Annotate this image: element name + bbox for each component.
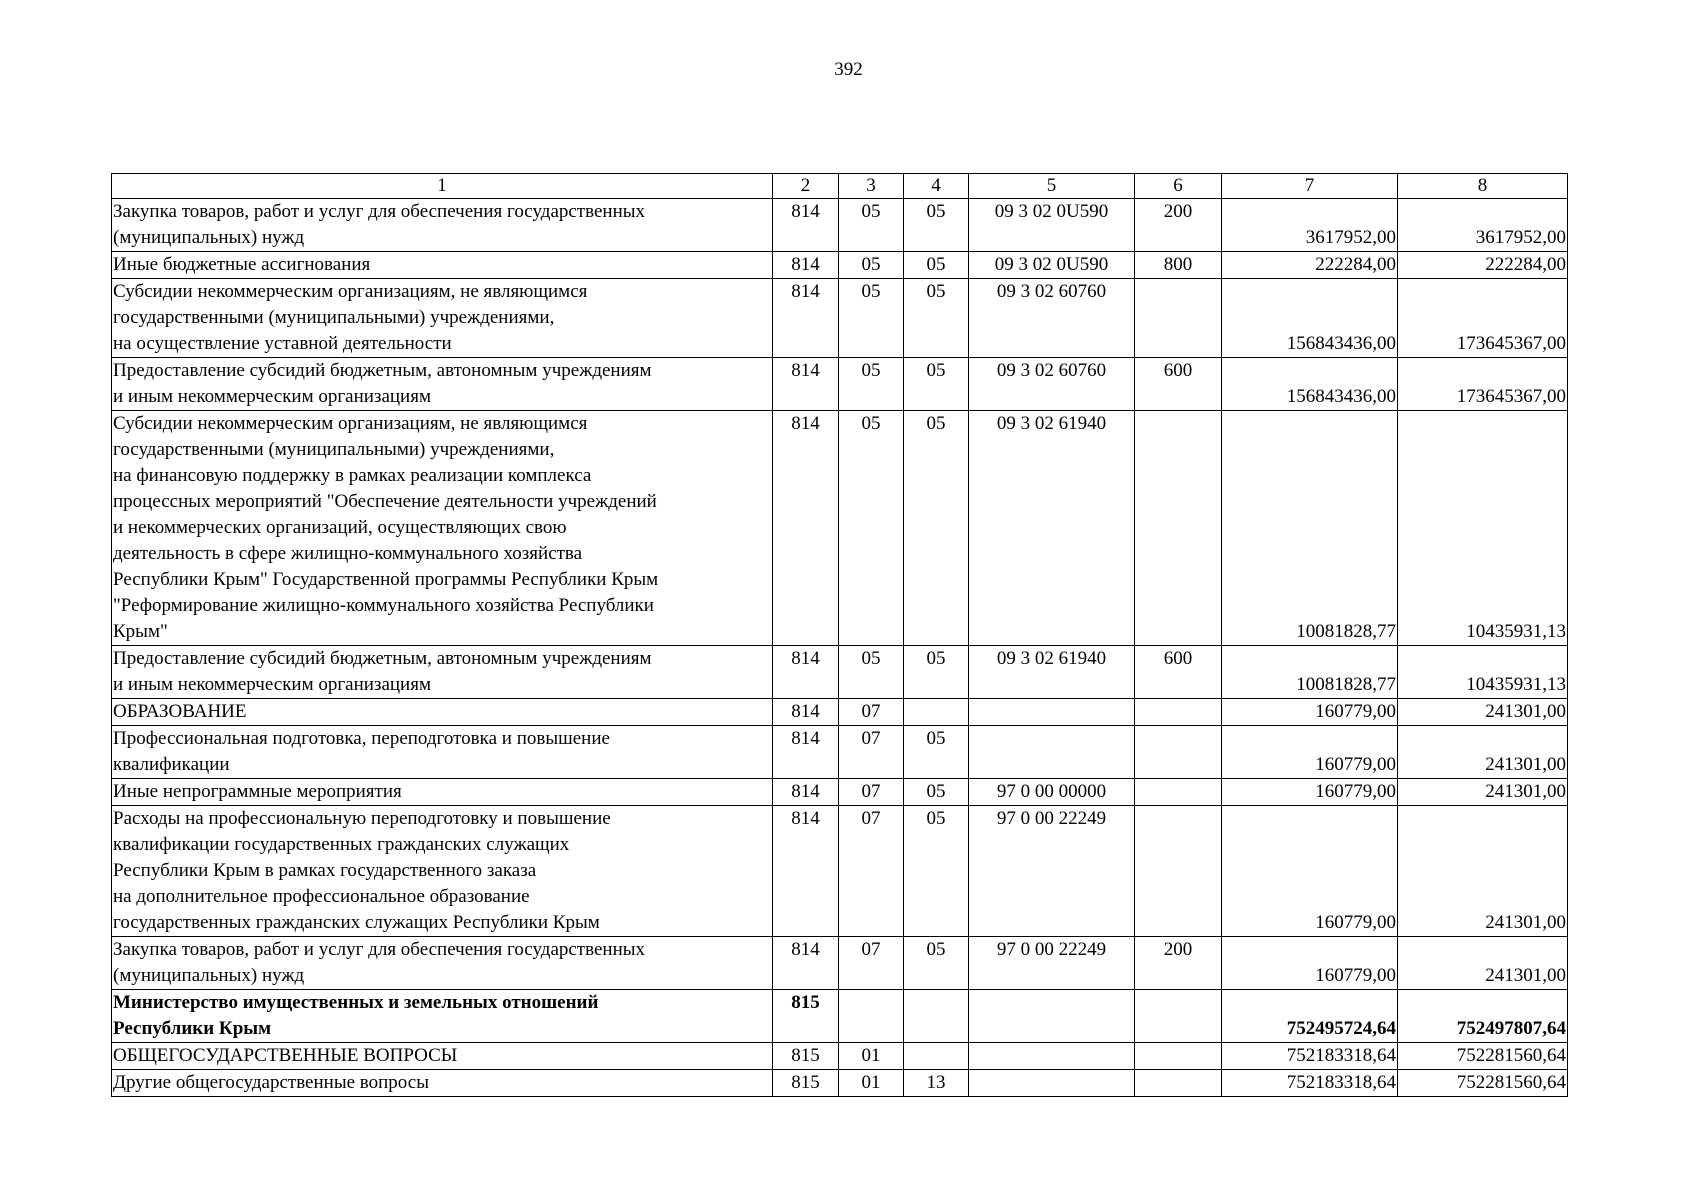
subsection-code-cell: 05 [904, 199, 969, 252]
table-row [112, 358, 1568, 411]
target-article-cell [969, 1070, 1135, 1097]
row-name-cell: ОБЩЕГОСУДАРСТВЕННЫЕ ВОПРОСЫ [112, 1043, 773, 1070]
amount-year-1-cell: 160779,00 [1222, 726, 1398, 779]
section-code-cell: 05 [839, 252, 904, 279]
row-name-cell: Закупка товаров, работ и услуг для обеспечения государственных (муниципальных) нужд [112, 937, 773, 990]
table-row [112, 699, 1568, 726]
column-header: 8 [1398, 174, 1568, 199]
target-article-cell: 09 3 02 0U590 [969, 252, 1135, 279]
admin-code-cell: 815 [773, 990, 839, 1043]
row-name-cell: Иные бюджетные ассигнования [112, 252, 773, 279]
target-article-cell: 09 3 02 0U590 [969, 199, 1135, 252]
admin-code-cell: 814 [773, 646, 839, 699]
target-article-cell [969, 726, 1135, 779]
row-name-cell: Субсидии некоммерческим организациям, не являющимся государственными (муниципальными) учреждениями, на осуществление уставной деятельности [112, 279, 773, 358]
section-code-cell: 07 [839, 699, 904, 726]
table-row [112, 937, 1568, 990]
column-header: 3 [839, 174, 904, 199]
target-article-cell: 09 3 02 60760 [969, 358, 1135, 411]
admin-code-cell: 814 [773, 279, 839, 358]
subsection-code-cell: 13 [904, 1070, 969, 1097]
amount-year-2-cell: 10435931,13 [1398, 411, 1568, 646]
table-row [112, 279, 1568, 358]
table-row [112, 779, 1568, 806]
target-article-cell: 97 0 00 22249 [969, 937, 1135, 990]
target-article-cell: 09 3 02 61940 [969, 411, 1135, 646]
column-header: 7 [1222, 174, 1398, 199]
column-header: 5 [969, 174, 1135, 199]
amount-year-1-cell: 752183318,64 [1222, 1070, 1398, 1097]
target-article-cell: 97 0 00 22249 [969, 806, 1135, 937]
budget-table [111, 173, 1568, 1097]
column-number-header-row [112, 174, 1568, 199]
admin-code-cell: 814 [773, 699, 839, 726]
section-code-cell: 01 [839, 1043, 904, 1070]
row-name-cell: Профессиональная подготовка, переподготовка и повышение квалификации [112, 726, 773, 779]
row-name-cell: Расходы на профессиональную переподготовку и повышение квалификации государственных гражданских служащих Республики Крым в рамках государственного заказа на дополнительное профессиональное образование государственных гражданских служащих Республики Крым [112, 806, 773, 937]
amount-year-1-cell: 3617952,00 [1222, 199, 1398, 252]
row-name-cell: Иные непрограммные мероприятия [112, 779, 773, 806]
admin-code-cell: 814 [773, 806, 839, 937]
amount-year-2-cell: 752281560,64 [1398, 1043, 1568, 1070]
amount-year-2-cell: 752281560,64 [1398, 1070, 1568, 1097]
subsection-code-cell: 05 [904, 806, 969, 937]
amount-year-1-cell: 752183318,64 [1222, 1043, 1398, 1070]
expense-type-cell [1135, 411, 1222, 646]
expense-type-cell: 200 [1135, 199, 1222, 252]
row-name-cell: ОБРАЗОВАНИЕ [112, 699, 773, 726]
amount-year-2-cell: 241301,00 [1398, 779, 1568, 806]
target-article-cell: 97 0 00 00000 [969, 779, 1135, 806]
admin-code-cell: 814 [773, 358, 839, 411]
subsection-code-cell [904, 699, 969, 726]
expense-type-cell [1135, 990, 1222, 1043]
target-article-cell [969, 990, 1135, 1043]
table-row [112, 411, 1568, 646]
section-code-cell: 01 [839, 1070, 904, 1097]
amount-year-1-cell: 160779,00 [1222, 779, 1398, 806]
table-row [112, 726, 1568, 779]
amount-year-2-cell: 10435931,13 [1398, 646, 1568, 699]
amount-year-1-cell: 160779,00 [1222, 806, 1398, 937]
target-article-cell [969, 1043, 1135, 1070]
amount-year-2-cell: 222284,00 [1398, 252, 1568, 279]
expense-type-cell: 800 [1135, 252, 1222, 279]
subsection-code-cell: 05 [904, 358, 969, 411]
row-name-cell: Субсидии некоммерческим организациям, не являющимся государственными (муниципальными) учреждениями, на финансовую поддержку в рамках реализации комплекса процессных мероприятий "Обеспечение деятельности учреждений и некоммерческих организаций, осуществляющих свою деятельность в сфере жилищно-коммунального хозяйства Республики Крым" Государственной программы Республики Крым "Реформирование жилищно-коммунального хозяйства Республики Крым" [112, 411, 773, 646]
table-row [112, 1070, 1568, 1097]
expense-type-cell [1135, 699, 1222, 726]
amount-year-2-cell: 241301,00 [1398, 937, 1568, 990]
column-header: 4 [904, 174, 969, 199]
subsection-code-cell [904, 1043, 969, 1070]
amount-year-1-cell: 160779,00 [1222, 937, 1398, 990]
column-header: 1 [112, 174, 773, 199]
expense-type-cell: 200 [1135, 937, 1222, 990]
expense-type-cell: 600 [1135, 358, 1222, 411]
amount-year-1-cell: 160779,00 [1222, 699, 1398, 726]
subsection-code-cell: 05 [904, 937, 969, 990]
subsection-code-cell: 05 [904, 646, 969, 699]
row-name-cell: Другие общегосударственные вопросы [112, 1070, 773, 1097]
amount-year-2-cell: 3617952,00 [1398, 199, 1568, 252]
page-number: 392 [834, 59, 863, 80]
admin-code-cell: 814 [773, 411, 839, 646]
amount-year-2-cell: 752497807,64 [1398, 990, 1568, 1043]
admin-code-cell: 814 [773, 252, 839, 279]
section-code-cell: 07 [839, 726, 904, 779]
subsection-code-cell: 05 [904, 279, 969, 358]
section-code-cell: 05 [839, 358, 904, 411]
admin-code-cell: 814 [773, 779, 839, 806]
section-code-cell: 07 [839, 806, 904, 937]
amount-year-1-cell: 10081828,77 [1222, 646, 1398, 699]
target-article-cell: 09 3 02 60760 [969, 279, 1135, 358]
expense-type-cell [1135, 726, 1222, 779]
table-row [112, 806, 1568, 937]
target-article-cell [969, 699, 1135, 726]
table-body [112, 174, 1568, 1097]
admin-code-cell: 814 [773, 937, 839, 990]
amount-year-1-cell: 222284,00 [1222, 252, 1398, 279]
admin-code-cell: 815 [773, 1043, 839, 1070]
table-row [112, 646, 1568, 699]
target-article-cell: 09 3 02 61940 [969, 646, 1135, 699]
table-row [112, 252, 1568, 279]
row-name-cell: Министерство имущественных и земельных отношений Республики Крым [112, 990, 773, 1043]
expense-type-cell: 600 [1135, 646, 1222, 699]
amount-year-1-cell: 156843436,00 [1222, 358, 1398, 411]
subsection-code-cell: 05 [904, 411, 969, 646]
table-row [112, 199, 1568, 252]
column-header: 6 [1135, 174, 1222, 199]
expense-type-cell [1135, 1043, 1222, 1070]
amount-year-2-cell: 173645367,00 [1398, 279, 1568, 358]
amount-year-2-cell: 241301,00 [1398, 726, 1568, 779]
amount-year-2-cell: 241301,00 [1398, 806, 1568, 937]
section-code-cell: 05 [839, 411, 904, 646]
admin-code-cell: 814 [773, 199, 839, 252]
amount-year-1-cell: 752495724,64 [1222, 990, 1398, 1043]
row-name-cell: Предоставление субсидий бюджетным, автономным учреждениям и иным некоммерческим организациям [112, 646, 773, 699]
expense-type-cell [1135, 779, 1222, 806]
admin-code-cell: 815 [773, 1070, 839, 1097]
section-code-cell: 07 [839, 779, 904, 806]
amount-year-2-cell: 241301,00 [1398, 699, 1568, 726]
table-row [112, 990, 1568, 1043]
section-code-cell: 05 [839, 279, 904, 358]
column-header: 2 [773, 174, 839, 199]
table-row [112, 1043, 1568, 1070]
expense-type-cell [1135, 806, 1222, 937]
amount-year-1-cell: 10081828,77 [1222, 411, 1398, 646]
row-name-cell: Предоставление субсидий бюджетным, автономным учреждениям и иным некоммерческим организациям [112, 358, 773, 411]
section-code-cell: 05 [839, 646, 904, 699]
subsection-code-cell: 05 [904, 252, 969, 279]
row-name-cell: Закупка товаров, работ и услуг для обеспечения государственных (муниципальных) нужд [112, 199, 773, 252]
admin-code-cell: 814 [773, 726, 839, 779]
amount-year-2-cell: 173645367,00 [1398, 358, 1568, 411]
section-code-cell: 05 [839, 199, 904, 252]
expense-type-cell [1135, 1070, 1222, 1097]
expense-type-cell [1135, 279, 1222, 358]
section-code-cell: 07 [839, 937, 904, 990]
subsection-code-cell: 05 [904, 779, 969, 806]
amount-year-1-cell: 156843436,00 [1222, 279, 1398, 358]
subsection-code-cell [904, 990, 969, 1043]
section-code-cell [839, 990, 904, 1043]
subsection-code-cell: 05 [904, 726, 969, 779]
